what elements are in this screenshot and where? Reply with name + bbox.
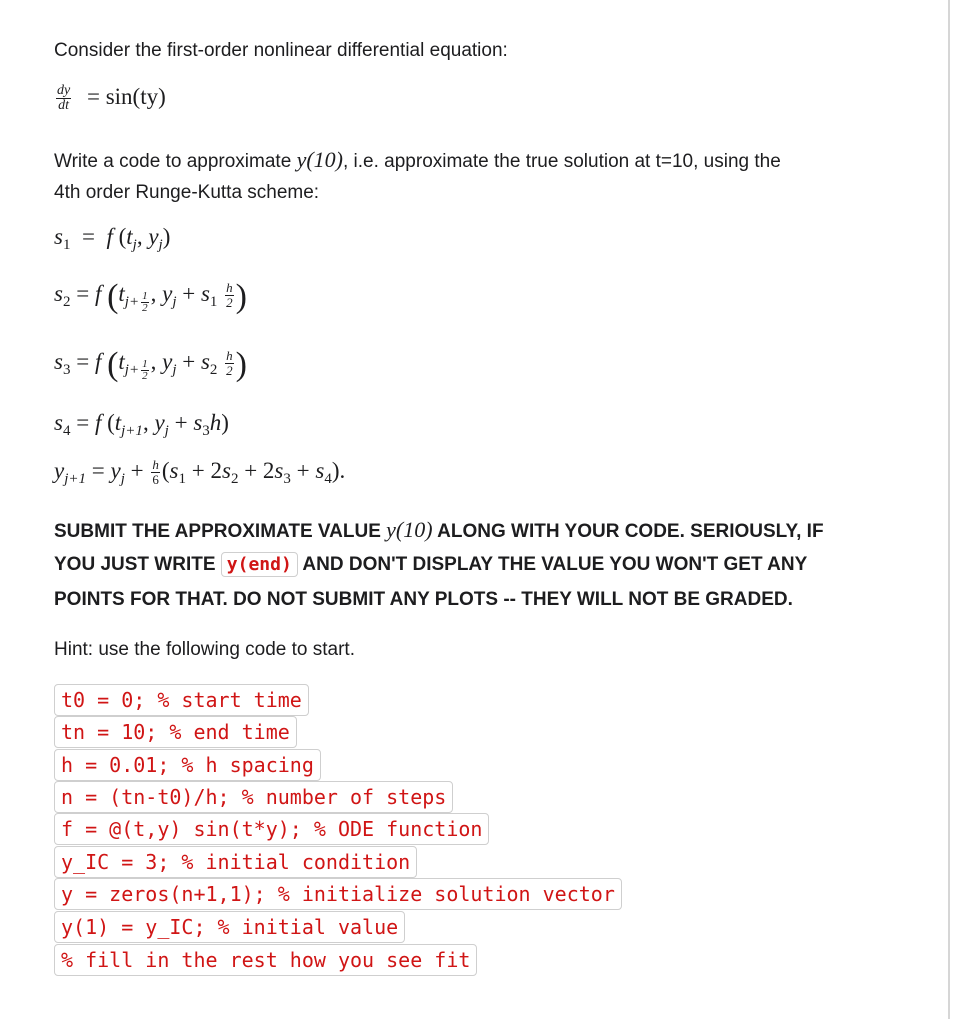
task-line-2: 4th order Runge-Kutta scheme: [54,182,320,203]
scheme-s1: $s_1 = f$ ($t_j$, $y_j$) [54,224,171,253]
scheme-s2: $s_2 = f$ ($t_{j+ \frac{1}{2}}$ , $y_j + s_1$ $\frac{h}{2}$ ) [54,278,247,315]
code-line: % fill in the rest how you see fit [54,944,477,976]
ode-rhs: = sin(ty) [86,84,166,109]
intro-text: Consider the first-order nonlinear differential equation: [54,40,508,61]
code-line: y = zeros(n+1,1); % initialize solution vector [54,878,622,910]
submit-line-1: SUBMIT THE APPROXIMATE VALUE y(10) ALONG WITH YOUR CODE. SERIOUSLY, IF [54,517,824,542]
code-line: h = 0.01; % h spacing [54,749,321,781]
code-line: tn = 10; % end time [54,716,297,748]
task-math-y10: y(10) [296,147,343,172]
hint-text: Hint: use the following code to start. [54,639,355,660]
scheme-s4: $s_4 = f$ ($t_{j+1}$, $y_j + s_3h$) [54,410,229,439]
page-right-border [948,0,950,1019]
ode-equation [54,84,166,113]
code-line: y(1) = y_IC; % initial value [54,911,405,943]
inline-code-y-end: y(end) [221,552,298,577]
scheme-s3: $s_3 = f$ ($t_{j+ \frac{1}{2}}$ , $y_j + s_2$ $\frac{h}{2}$ ) [54,346,247,383]
task-line-1: Write a code to approximate y(10), i.e. approximate the true solution at t=10, using the [54,147,781,172]
submit-line-3: POINTS FOR THAT. DO NOT SUBMIT ANY PLOTS -- THEY WILL NOT BE GRADED. [54,589,793,610]
code-line: t0 = 0; % start time [54,684,309,716]
scheme-text-alt [0,0,1,1]
scheme-update: $y_{j+1} = y_j$ + $\frac{h}{6}$ $(s_1 + 2s_2 + 2s_3 + s_4)$. [54,457,346,488]
code-line: y_IC = 3; % initial condition [54,846,417,878]
code-line: n = (tn-t0)/h; % number of steps [54,781,453,813]
ode-derivative: $\frac{dy}{dt}$ [57,83,71,114]
submit-line-2: YOU JUST WRITE y(end) AND DON'T DISPLAY THE VALUE YOU WON'T GET ANY [54,554,808,575]
submit-math-y10: y(10) [386,517,433,542]
code-line: f = @(t,y) sin(t*y); % ODE function [54,813,489,845]
